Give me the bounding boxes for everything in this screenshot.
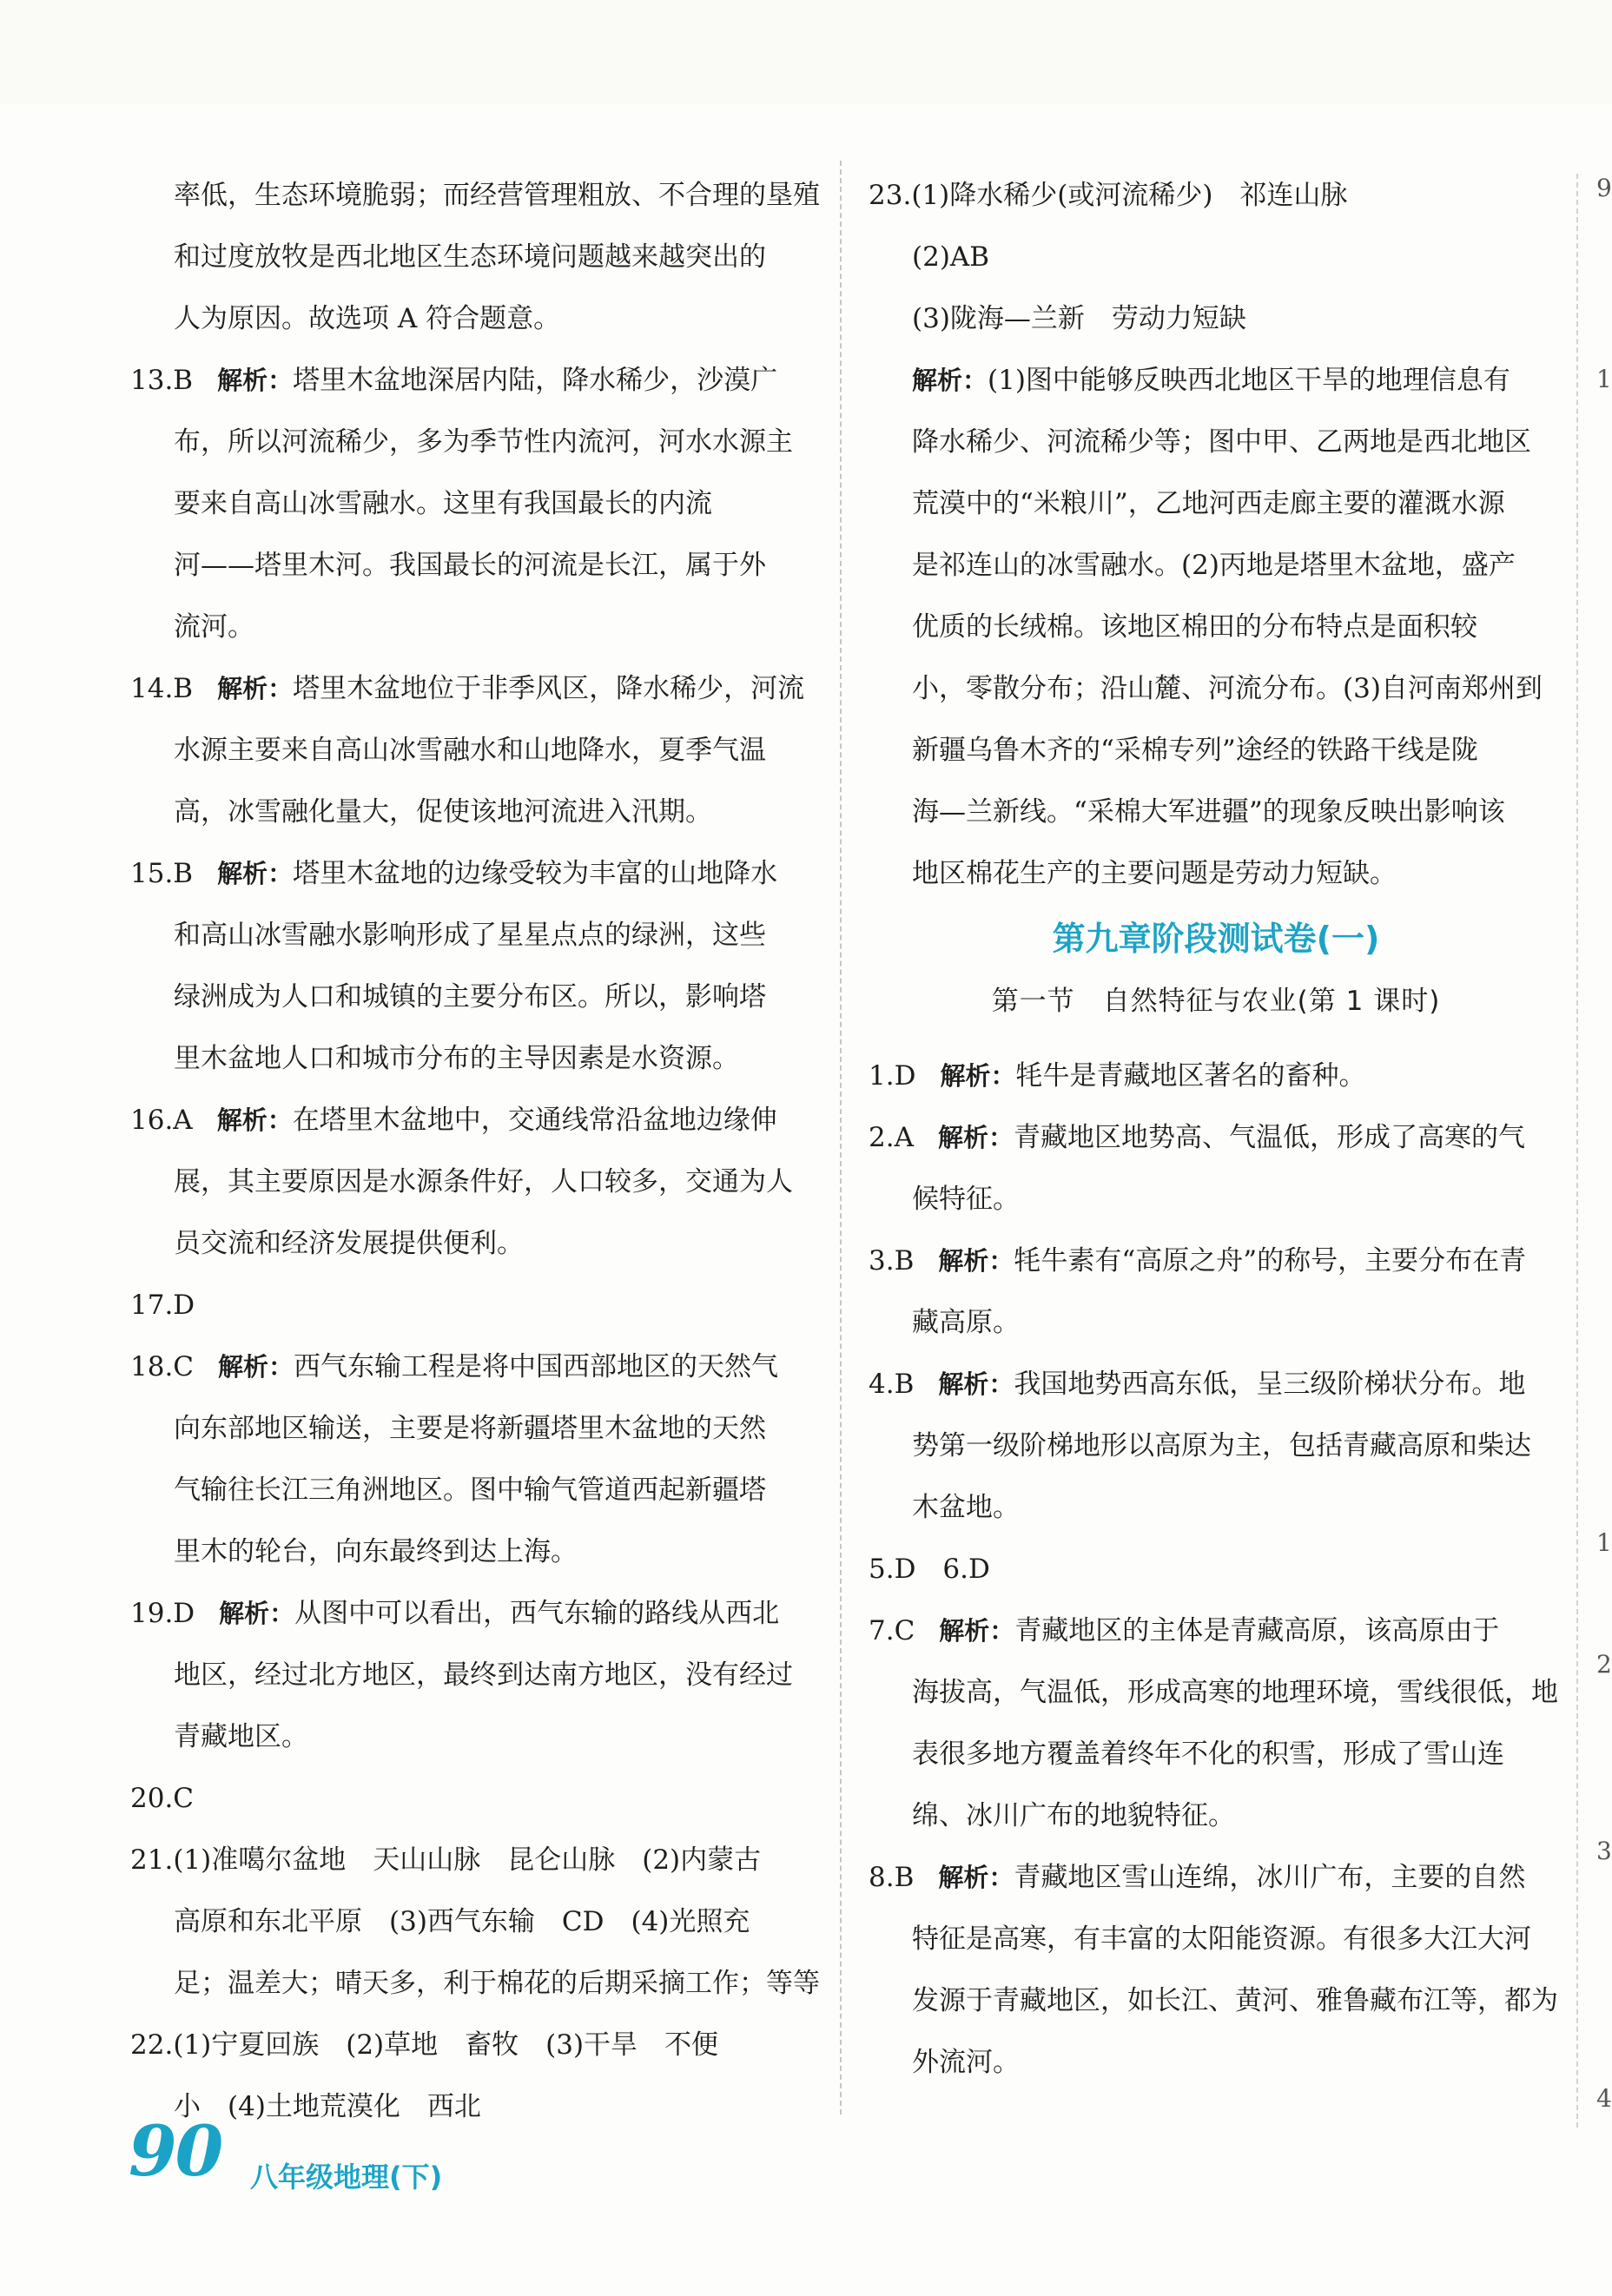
analysis-text: 牦牛是青藏地区著名的畜种。: [1015, 1060, 1366, 1092]
text-line: 河——塔里木河。我国最长的河流是长江，属于外: [174, 550, 766, 581]
text-line: 新疆乌鲁木齐的“采棉专列”途经的铁路干线是陇: [912, 735, 1478, 766]
text-line: 是祁连山的冰雪融水。(2)丙地是塔里木盆地，盛产: [912, 550, 1516, 581]
analysis-text: 塔里木盆地深居内陆，降水稀少，沙漠广: [293, 365, 778, 396]
answer-item-15: [130, 843, 825, 905]
answer-item-5-6: [869, 1539, 1563, 1600]
answer-number: 23.: [869, 180, 912, 211]
analysis-label: 解析：: [216, 1105, 293, 1135]
text-line: 流河。: [174, 611, 254, 643]
answer-item-17: [130, 1275, 825, 1336]
analysis-label: 解析：: [938, 1863, 1014, 1892]
top-margin: [0, 0, 1612, 104]
answer-number: 2.A: [869, 1122, 914, 1153]
analysis-label: 解析：: [912, 366, 988, 395]
text-line: (2)AB: [912, 241, 990, 273]
answer-item-8: [869, 1847, 1563, 1909]
answer-number: 5.D 6.D: [869, 1554, 990, 1585]
text-line: 特征是高寒，有丰富的太阳能资源。有很多大江大河: [912, 1923, 1531, 1955]
edge-fragment: 9: [1596, 174, 1612, 202]
answer-number: 19.D: [130, 1598, 195, 1629]
edge-fragment: 4: [1596, 2084, 1612, 2113]
answer-item-23: [869, 165, 1563, 227]
text-line: 人为原因。故选项 A 符合题意。: [174, 303, 561, 334]
analysis-text: 塔里木盆地的边缘受较为丰富的山地降水: [293, 858, 778, 889]
answer-number: 22.: [130, 2029, 174, 2061]
analysis-label: 解析：: [938, 1369, 1014, 1399]
text-line: 和高山冰雪融水影响形成了星星点点的绿洲，这些: [174, 920, 766, 951]
text-line: 气输往长江三角洲地区。图中输气管道西起新疆塔: [174, 1475, 766, 1506]
text-line: 向东部地区输送，主要是将新疆塔里木盆地的天然: [174, 1413, 766, 1444]
answer-item-2: [869, 1107, 1563, 1169]
text-line: 里木盆地人口和城市分布的主导因素是水资源。: [174, 1043, 739, 1074]
text-line: 绵、冰川广布的地貌特征。: [912, 1800, 1235, 1831]
text-line: 足；温差大；晴天多，利于棉花的后期采摘工作；等等: [174, 1968, 820, 1999]
analysis-text: 从图中可以看出，西气东输的路线从西北: [294, 1598, 780, 1629]
text-line: 绿洲成为人口和城镇的主要分布区。所以，影响塔: [174, 981, 766, 1013]
text-line: 海—兰新线。“采棉大军进疆”的现象反映出影响该: [912, 796, 1505, 828]
analysis-line: [869, 350, 1563, 412]
text-line: 荒漠中的“米粮川”，乙地河西走廊主要的灌溉水源: [912, 488, 1505, 519]
analysis-text: 牦牛素有“高原之舟”的称号，主要分布在青: [1014, 1245, 1527, 1277]
edge-fragment: 3: [1596, 1837, 1612, 1865]
analysis-text: 塔里木盆地位于非季风区，降水稀少，河流: [293, 673, 805, 704]
text-line: 和过度放牧是西北地区生态环境问题越来越突出的: [174, 241, 766, 273]
text-line: 展，其主要原因是水源条件好，人口较多，交通为人: [174, 1166, 793, 1197]
text-line: 员交流和经济发展提供便利。: [174, 1228, 524, 1259]
answer-item-19: [130, 1583, 825, 1645]
text-line: 里木的轮台，向东最终到达上海。: [174, 1536, 578, 1567]
analysis-label: 解析：: [940, 1061, 1016, 1091]
analysis-text: 青藏地区的主体是青藏高原，该高原由于: [1014, 1615, 1500, 1646]
column-divider: [840, 161, 842, 2115]
answer-number: 20.C: [130, 1783, 195, 1814]
text-line: 候特征。: [912, 1184, 1020, 1215]
text-line: 木盆地。: [912, 1492, 1020, 1523]
answer-text: (1)宁夏回族 (2)草地 畜牧 (3)干旱 不便: [173, 2029, 719, 2061]
analysis-label: 解析：: [219, 1599, 295, 1628]
answer-item-22: [130, 2015, 825, 2076]
section-title: 第九章阶段测试卷(一): [1052, 920, 1380, 958]
answer-number: 7.C: [869, 1615, 915, 1646]
answer-number: 1.D: [869, 1060, 916, 1092]
answer-text: (1)准噶尔盆地 天山山脉 昆仑山脉 (2)内蒙古: [173, 1844, 762, 1876]
answer-item-14: [130, 658, 825, 720]
answer-item-21: [130, 1830, 825, 1891]
right-column: [869, 165, 1563, 2094]
subsection-title: 第一节 自然特征与农业(第 1 课时): [991, 986, 1441, 1017]
answer-item-20: [130, 1768, 825, 1830]
answer-number: 13.B: [130, 365, 194, 396]
answer-item-13: [130, 350, 825, 412]
text-line: 外流河。: [912, 2047, 1020, 2078]
analysis-label: 解析：: [939, 1616, 1015, 1646]
answer-item-4: [869, 1354, 1563, 1415]
answer-number: 14.B: [130, 673, 194, 704]
text-line: (3)陇海—兰新 劳动力短缺: [912, 303, 1246, 334]
answer-item-1: [869, 1046, 1563, 1107]
analysis-text: 青藏地区雪山连绵，冰川广布，主要的自然: [1014, 1862, 1526, 1893]
text-line: 高原和东北平原 (3)西气东输 CD (4)光照充: [174, 1906, 750, 1937]
analysis-label: 解析：: [217, 366, 294, 395]
answer-number: 16.A: [130, 1105, 193, 1136]
analysis-text: 西气东输工程是将中国西部地区的天然气: [294, 1351, 779, 1382]
text-line: 藏高原。: [912, 1307, 1020, 1338]
text-line: 势第一级阶梯地形以高原为主，包括青藏高原和柴达: [912, 1430, 1531, 1461]
text-line: 青藏地区。: [174, 1721, 308, 1752]
answer-item-16: [130, 1090, 825, 1151]
text-line: 发源于青藏地区，如长江、黄河、雅鲁藏布江等，都为: [912, 1985, 1558, 2016]
analysis-text: (1)图中能够反映西北地区干旱的地理信息有: [988, 365, 1510, 396]
analysis-label: 解析：: [937, 1123, 1014, 1152]
left-column: [130, 165, 825, 2138]
text-line: 水源主要来自高山冰雪融水和山地降水，夏季气温: [174, 735, 766, 766]
analysis-label: 解析：: [217, 859, 294, 888]
text-line: 率低，生态环境脆弱；而经营管理粗放、不合理的垦殖: [174, 180, 820, 211]
answer-number: 8.B: [869, 1862, 915, 1893]
book-title: 八年级地理(下): [250, 2161, 443, 2194]
answer-item-3: [869, 1230, 1563, 1292]
text-line: 降水稀少、河流稀少等；图中甲、乙两地是西北地区: [912, 426, 1531, 458]
text-line: 地区，经过北方地区，最终到达南方地区，没有经过: [174, 1659, 793, 1691]
next-page-edge: [1576, 174, 1578, 2128]
answer-number: 21.: [130, 1844, 174, 1876]
text-line: 优质的长绒棉。该地区棉田的分布特点是面积较: [912, 611, 1477, 643]
answer-number: 17.D: [130, 1290, 195, 1321]
answer-number: 15.B: [130, 858, 194, 889]
analysis-text: 青藏地区地势高、气温低，形成了高寒的气: [1013, 1122, 1525, 1153]
edge-fragment: 1: [1596, 365, 1612, 393]
edge-fragment: 2: [1596, 1650, 1612, 1679]
analysis-text: 我国地势西高东低，呈三级阶梯状分布。地: [1014, 1369, 1526, 1400]
text-line: 表很多地方覆盖着终年不化的积雪，形成了雪山连: [912, 1738, 1504, 1770]
text-line: 布，所以河流稀少，多为季节性内流河，河水水源主: [174, 426, 793, 458]
text-line: 海拔高，气温低，形成高寒的地理环境，雪线很低，地: [912, 1677, 1558, 1708]
answer-number: 4.B: [869, 1369, 915, 1400]
analysis-label: 解析：: [938, 1246, 1014, 1276]
edge-fragment: 1: [1596, 1528, 1612, 1557]
page-number: 90: [129, 2110, 222, 2192]
answer-item-18: [130, 1336, 825, 1398]
answer-number: 3.B: [869, 1245, 915, 1277]
analysis-label: 解析：: [218, 1352, 294, 1382]
analysis-label: 解析：: [217, 674, 294, 703]
answer-text: (1)降水稀少(或河流稀少) 祁连山脉: [911, 180, 1348, 211]
text-line: 地区棉花生产的主要问题是劳动力短缺。: [912, 858, 1397, 889]
answer-number: 18.C: [130, 1351, 195, 1382]
text-line: 小，零散分布；沿山麓、河流分布。(3)自河南郑州到: [912, 673, 1543, 704]
text-line: 小 (4)土地荒漠化 西北: [174, 2091, 481, 2122]
text-line: 要来自高山冰雪融水。这里有我国最长的内流: [174, 488, 712, 519]
answer-item-7: [869, 1600, 1563, 1662]
text-line: 高，冰雪融化量大，促使该地河流进入汛期。: [174, 796, 712, 828]
analysis-text: 在塔里木盆地中，交通线常沿盆地边缘伸: [292, 1105, 777, 1136]
